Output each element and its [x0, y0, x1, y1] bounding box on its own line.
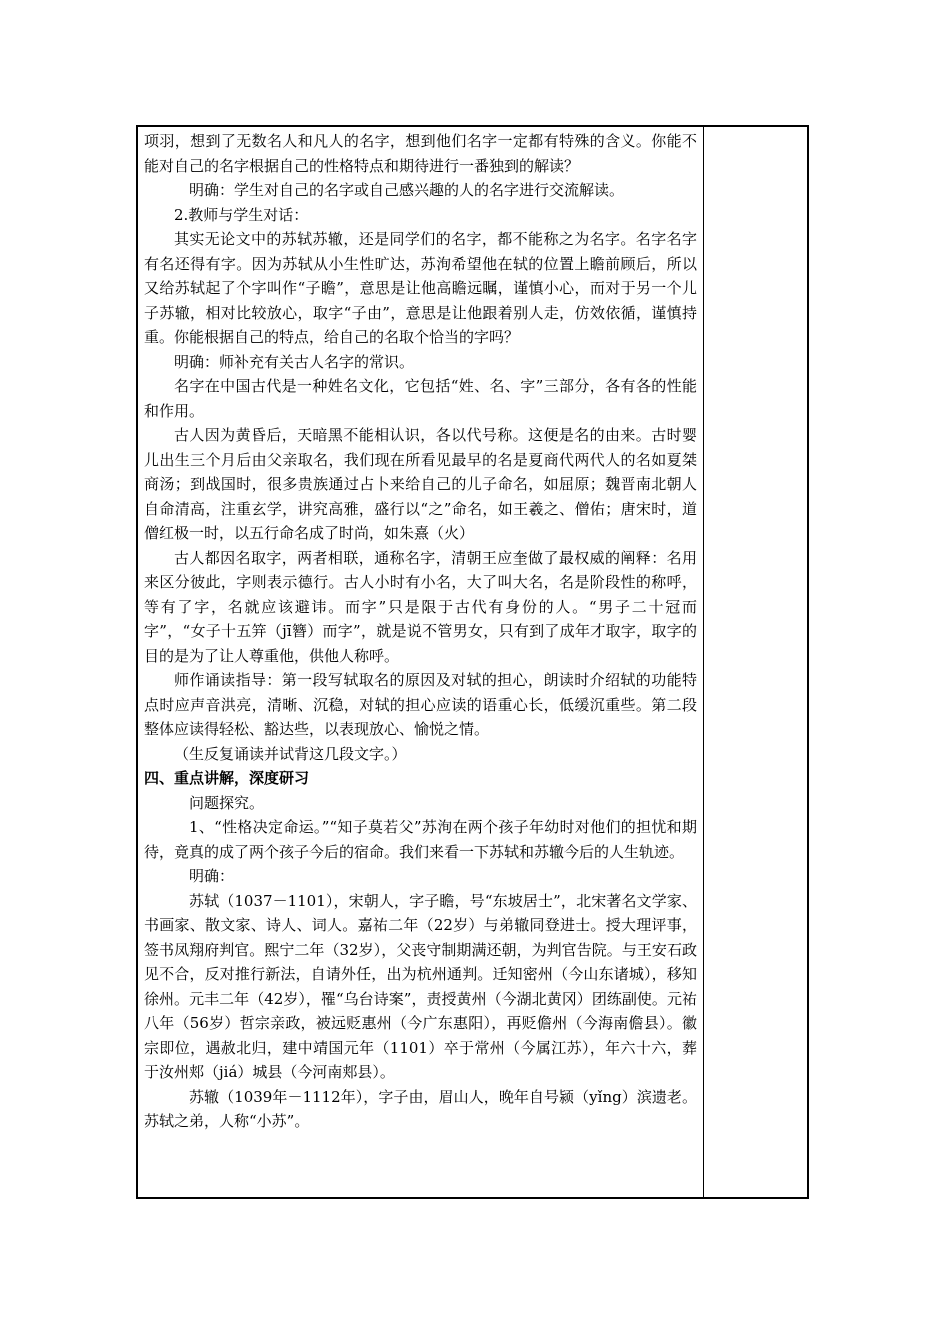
lesson-plan-table — [136, 125, 809, 1199]
paragraph: 苏轼（1037－1101），宋朝人，字子瞻，号“东坡居士”，北宋著名文学家、书画家、散文家、诗人、词人。嘉祐二年（22岁）与弟辙同登进士。授大理评事，签书凤翔府判官。熙宁二年（32岁），父丧守制期满还朝，为判官告院。与王安石政见不合，反对推行新法，自请外任，出为杭州通判。迁知密州（今山东诸城），移知徐州。元丰二年（42岁），罹“乌台诗案”，责授黄州（今湖北黄冈）团练副使。元祐八年（56岁）哲宗亲政，被远贬惠州（今广东惠阳），再贬儋州（今海南儋县）。徽宗即位，遇赦北归，建中靖国元年（1101）卒于常州（今属江苏），年六十六，葬于汝州郏（jiá）城县（今河南郏县）。 — [144, 891, 697, 1081]
notes-cell — [704, 127, 807, 1197]
paragraph: 其实无论文中的苏轼苏辙，还是同学们的名字，都不能称之为名字。名字名字有名还得有字。因为苏轼从小生性旷达，苏洵希望他在轼的位置上瞻前顾后，所以又给苏轼起了个字叫作“子瞻”，意思是让他高瞻远瞩，谨慎小心，而对于另一个儿子苏辙，相对比较放心，取字“子由”，意思是让他跟着别人走，仿效依循，谨慎持重。你能根据自己的特点，给自己的名取个恰当的字吗？ — [144, 230, 697, 346]
content-cell — [138, 127, 704, 1197]
paragraph: 1、“性格决定命运。”“知子莫若父”苏洵在两个孩子年幼时对他们的担忧和期待，竟真的成了两个孩子今后的宿命。我们来看一下苏轼和苏辙今后的人生轨迹。 — [144, 818, 697, 861]
paragraph: 名字在中国古代是一种姓名文化，它包括“姓、名、字”三部分，各有各的性能和作用。 — [144, 377, 697, 420]
paragraph: 古人因为黄昏后，天暗黑不能相认识，各以代号称。这便是名的由来。古时婴儿出生三个月后由父亲取名，我们现在所看见最早的名是夏商代两代人的名如夏桀商汤；到战国时，很多贵族通过占卜来给自己的儿子命名，如屈原；魏晋南北朝人自命清高，注重玄学，讲究高雅，盛行以“之”命名，如王羲之、僧佑；唐宋时，道僧红极一时，以五行命名成了时尚，如朱熹（火） — [144, 426, 697, 542]
paragraph: 古人都因名取字，两者相联，通称名字，清朝王应奎做了最权威的阐释：名用来区分彼此，字则表示德行。古人小时有小名，大了叫大名，名是阶段性的称呼，等有了字，名就应该避讳。而字”只是限于古代有身份的人。“男子二十冠而字”，“女子十五笄（jī簪）而字”，就是说不管男女，只有到了成年才取字，取字的目的是为了让人尊重他，供他人称呼。 — [144, 548, 697, 665]
paragraph: 2.教师与学生对话： — [174, 205, 309, 224]
paragraph: 师作诵读指导：第一段写轼取名的原因及对轼的担心，朗读时介绍轼的功能特点时应声音洪亮，清晰、沉稳，对轼的担心应读的语重心长，低缓沉重些。第二段整体应读得轻松、豁达些，以表现放心、愉悦之情。 — [144, 671, 697, 738]
paragraph: 项羽，想到了无数名人和凡人的名字，想到他们名字一定都有特殊的含义。你能不能对自己的名字根据自己的性格特点和期待进行一番独到的解读？ — [144, 132, 697, 175]
paragraph: 苏辙（1039年－1112年），字子由，眉山人，晚年自号颍（yǐng）滨遗老。苏轼之弟，人称“小苏”。 — [144, 1087, 697, 1130]
section-heading: 四、重点讲解，深度研习 — [144, 769, 310, 787]
paragraph: （生反复诵读并试背这几段文字。） — [174, 744, 407, 763]
paragraph: 明确： — [189, 867, 235, 885]
paragraph: 问题探究。 — [189, 793, 265, 812]
paragraph: 明确：师补充有关古人名字的常识。 — [174, 352, 415, 371]
paragraph: 明确：学生对自己的名字或自己感兴趣的人的名字进行交流解读。 — [189, 181, 625, 199]
